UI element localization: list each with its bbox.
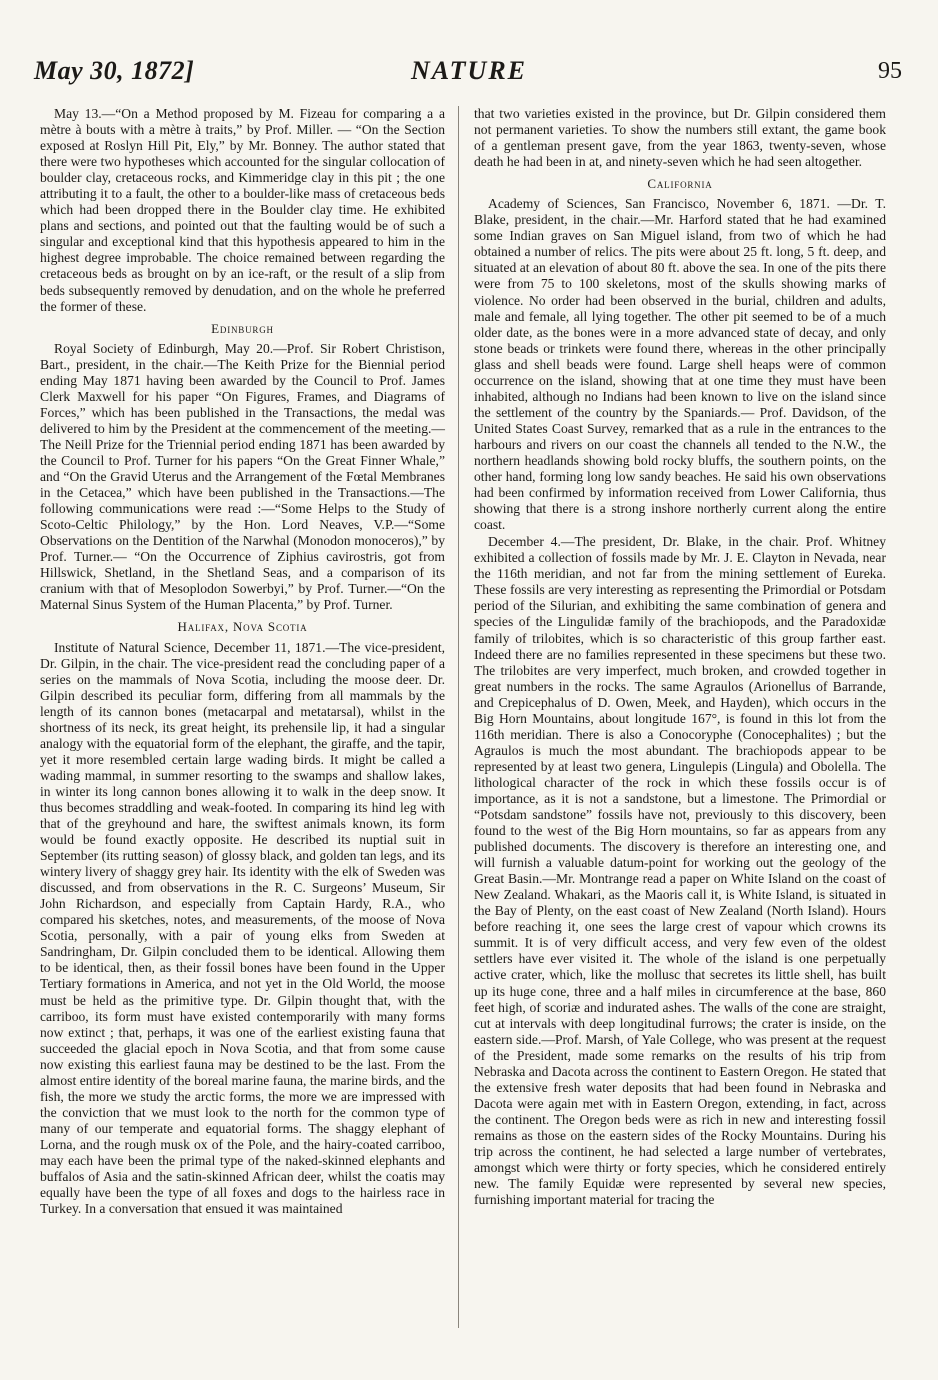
section-heading-edinburgh: Edinburgh: [211, 320, 274, 336]
paragraph-december-4: December 4.—The president, Dr. Blake, in the chair. Prof. Whitney exhibited a collection of fossils made by Mr. J. E. Clayton in Nevada, near the 116th meridian, and not far from the mining settlement of Eureka. These fossils are very interesting as representing the Primordial or Potsdam period of the Silurian, and exhibiting the same combination of genera and species of the Lingulidæ family of the brachiopods, and the Paradoxidæ family of trilobites, which is so characteristic of this group farther east. Indeed there are no families represented in these specimens but these two. The trilobites are very imperfect, much broken, and crowded together in great numbers in the rocks. The same Agraulos (Arionellus of Barrande, and Crepicephalus of D. Owen, Meek, and Hayden), which occurs in the Big Horn Mountains, about longitude 167°, is found in this lot from the 116th meridian. There is also a Conocoryphe (Conocephalites) ; but the Agraulos is much the most abundant. The brachiopods appear to be represented by at least two genera, Lingulepis (Lingula) and Obolella. The lithological character of the rock in which these fossils occur is of importance, as it is not a sandstone, but a limestone. The Primordial or “Potsdam sandstone” fossils have not, previously to this discovery, been found to the west of the Big Horn mountains, so far as appears from any published documents. The discovery is therefore an interesting one, and will furnish a valuable datum-point for working out the geology of the Great Basin.—Mr. Montrange read a paper on White Island on the coast of New Zealand. Whakari, as the Maoris call it, is White Island, is situated in the Bay of Plenty, on the east coast of New Zealand (North Island). Hours before reaching it, one sees the large crest of vapour which crowns its summit. It is of very difficult access, and very few even of the oldest settlers have ever visited it. The whole of the island is one perpetually active crater, which, like the mollusc that secretes its little shell, has built up its huge cone, three and a half miles in circumference at the base, 860 feet high, of scoriæ and indurated ashes. The walls of the cone are straight, cut at intervals with deep longitudinal furrows; the crater is inside, on the eastern side.—Prof. Marsh, of Yale College, who was present at the request of the President, made some remarks on the results of his trip from Nebraska and Dacota across the continent to Eastern Oregon. He stated that the extensive fresh water deposits that had been found in Nebraska and Dacota were again met with in Eastern Oregon, extending, in fact, across the continent. The Oregon beds were as rich in new and interesting fossil remains as those on the eastern sides of the Rocky Mountains. During his trip across the continent, he had selected a large number of vertebrates, amongst which were thirty or forty species, which he considered entirely new. The family Equidæ were represented by several new species, furnishing important material for tracing the: [474, 534, 886, 1208]
journal-title: NATURE: [410, 56, 528, 85]
paragraph-november-6: Academy of Sciences, San Francisco, November 6, 1871. —Dr. T. Blake, president, in the chair.—Mr. Harford stated that he had examined some Indian graves on San Miguel island, from two of which he had obtained a number of relics. The pits were about 25 ft. long, 5 ft. deep, and situated at an elevation of about 80 ft. above the sea. In one of the pits there were from 75 to 100 skeletons, most of the skulls showing marks of violence. No order had been observed in the burial, children and adults, male and female, all lying together. The other pit seemed to be of a much older date, as the bones were in a more advanced state of decay, and only stone beads or trinkets were found there, whereas in the other principally glass and shell beads were found. Large shell heaps were of common occurrence on the island, showing that at one time they must have been inhabited, although no Indians had been known to live on the island since the settlement of the country by the Spaniards.— Prof. Davidson, of the United States Coast Survey, remarked that as a rule in the entrances to the harbours and rivers on our coast the channels all tended to the N.W., the northern headlands showing bold rocky bluffs, the southern points, on the other hand, forming long low sandy beaches. He said his own observations had been confirmed by information received from Lower California, thus showing that there is a strong inshore northerly current along the entire coast.: [474, 196, 886, 533]
column-divider: [458, 106, 459, 1328]
paragraph-edinburgh: Royal Society of Edinburgh, May 20.—Prof. Sir Robert Christison, Bart., president, in the chair.—The Keith Prize for the Biennial period ending May 1871 having been awarded by the Council to Prof. James Clerk Maxwell for his paper “On Figures, Frames, and Diagrams of Forces,” which has been published in the Transactions, the medal was delivered to him by the President at the commencement of the meeting.—The Neill Prize for the Triennial period ending 1871 has been awarded by the Council to Prof. Turner for his papers “On the Great Finner Whale,” and “On the Gravid Uterus and the Arrangement of the Fœtal Membranes in the Cetacea,” which have been published in the Transactions.—The following communications were read :—“Some Helps to the Study of Scoto-Celtic Philology,” by the Hon. Lord Neaves, V.P.—“Some Observations on the Dentition of the Narwhal (Monodon monoceros),” by Prof. Turner.— “On the Occurrence of Ziphius cavirostris, got from Hillswick, Shetland, in the Shetland Seas, and a comparison of its cranium with that of Mesoplodon Sowerbyi,” by Prof. Turner.—“On the Maternal Sinus System of the Human Placenta,” by Prof. Turner.: [40, 340, 445, 613]
page-number: 95: [878, 58, 902, 84]
paragraph-continuation: that two varieties existed in the province, but Dr. Gilpin considered them not permanent varieties. To show the numbers still extant, the game book of a gentleman present gave, from the year 1863, twenty-seven, whose death he had been in at, and ninety-seven which he had seen altogether.: [474, 106, 886, 170]
section-heading-halifax: Halifax, Nova Scotia: [177, 619, 308, 635]
section-heading-california: California: [647, 176, 713, 192]
paragraph-may-13: May 13.—“On a Method proposed by M. Fizeau for comparing a a mètre à bouts with a mètre à traits,” by Prof. Miller. — “On the Section exposed at Roslyn Hill Pit, Ely,” by Mr. Bonney. The author stated that there were two hypotheses which accounted for the singular collocation of boulder clay, cretaceous rocks, and Kimmeridge clay in this pit ; the one attributing it to a fault, the other to a boulder-like mass of cretaceous beds which had been dropped there in the Boulder clay time. He exhibited plans and sections, and pointed out that the faulting would be of such a singular and exceptional kind that this hypothesis appeared to him in the highest degree improbable. The choice remained between regarding the cretaceous beds as brought on by an ice-raft, or the result of a slip from beds subsequently removed by denudation, and on the whole he preferred the former of these.: [40, 106, 445, 314]
issue-date: May 30, 1872]: [34, 56, 195, 85]
right-column: [474, 106, 886, 1208]
paragraph-halifax: Institute of Natural Science, December 11, 1871.—The vice-president, Dr. Gilpin, in the chair. The vice-president read the concluding paper of a series on the mammals of Nova Scotia, including the moose deer. Dr. Gilpin described its peculiar form, differing from all mammals by the length of its cannon bones (metacarpal and metatarsal), whilst in the shortness of its neck, its great height, its prehensile lip, it had a singular analogy with the equatorial form of the elephant, the giraffe, and the tapir, yet it more resembled certain large wading birds. It might be called a wading mammal, in summer resorting to the swamps and shallow lakes, in winter its long cannon bones allowing it to walk in the deep snow. It thus becomes straddling and weak-footed. In comparing its hind leg with that of the greyhound and hare, the swiftest animals known, its form would be found exactly opposite. He described its nuptial suit in September (its rutting season) of glossy black, and golden tan legs, and its wintery livery of shaggy grey hair. Its identity with the elk of Sweden was discussed, and from observations in the R. C. Surgeons’ Museum, Sir John Richardson, and especially from Captain Hardy, R.A., who compared his sketches, notes, and measurements, of the moose of Nova Scotia, personally, with a pair of young elks from Sweden at Sandringham, Dr. Gilpin concluded them to be identical. Allowing them to be identical, then, as their fossil bones have been found in the Upper Tertiary formations in America, and not yet in the Old World, the moose must be held as the primitive type. Dr. Gilpin thought that, with the carriboo, its form must have existed contemporarily with many forms now extinct ; that, perhaps, it was one of the earliest existing fauna that succeeded the glacial epoch in Nova Scotia, and that from some cause now existing this earliest fauna may be destined to be the last. From the almost entire identity of the boreal marine fauna, the marine birds, and the fish, the more we study the arctic forms, the more we are impressed with the conviction that we must look to the north for the common type of many of our temperate and equatorial forms. The shaggy elephant of Lorna, and the rough musk ox of the Pole, and the hairy-coated carriboo, may each have been the primal type of the naked-skinned elephants and buffalos of Asia and the satin-skinned African deer, whilst the coatis may equally have been the type of all foxes and dogs to the hairless race in Turkey. In a conversation that ensued it was maintained: [40, 639, 445, 1217]
left-column: [40, 106, 445, 1217]
page-header: [30, 50, 908, 96]
